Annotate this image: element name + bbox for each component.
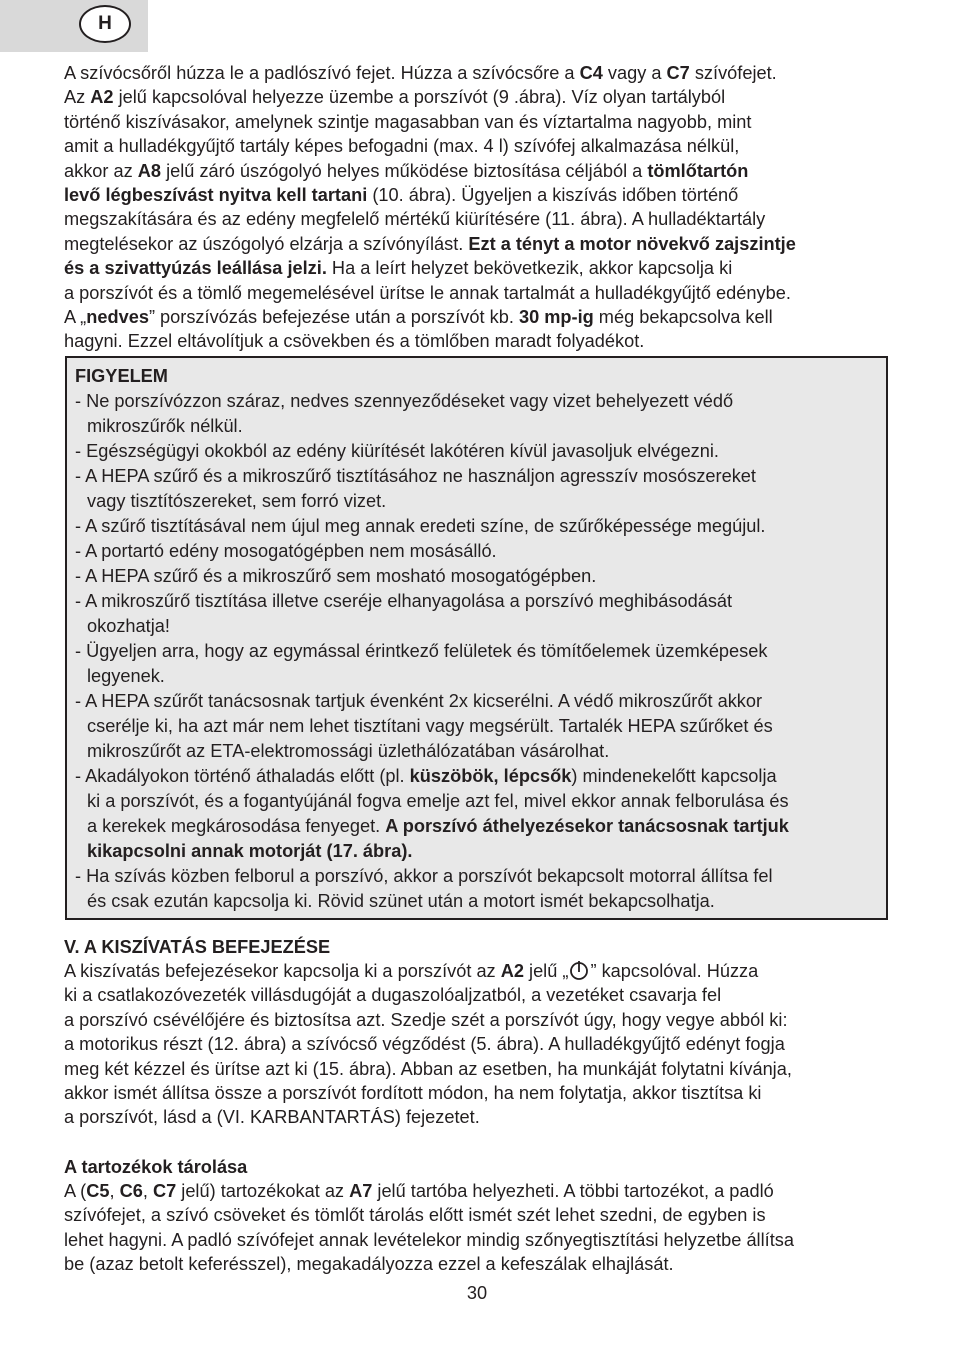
warning-item: - Egészségügyi okokból az edény kiürítését lakótéren kívül javasoljuk elvégezni. [75, 441, 719, 461]
storage-paragraph: A (C5, C6, C7 jelű) tartozékokat az A7 jelű tartóba helyezheti. A többi tartozékot, a padló szívófejet, a szívó csöveket és tömlőt tárolás előtt ismét szét lehet szedni, de egyben is lehet hagyni. A padló szívófejet annak levételekor mindig szőnyegtisztítási helyzetbe állítsa be (azaz betolt keferésszel), megakadályozza ezzel a kefeszálak elhajlását. [64, 1181, 794, 1275]
storage-heading: A tartozékok tárolása [64, 1157, 248, 1177]
warning-item: - A HEPA szűrő és a mikroszűrő tisztításához ne használjon agresszív mosószereket [75, 466, 756, 486]
warning-item: - A HEPA szűrő és a mikroszűrő sem mosható mosogatógépben. [75, 566, 597, 586]
warning-item: - Ügyeljen arra, hogy az egymással érintkező felületek és tömítőelemek üzemképesek [75, 641, 768, 661]
power-switch-icon [569, 960, 589, 980]
warning-item: - Ne porszívózzon száraz, nedves szennyeződéseket vagy vizet behelyezett védő [75, 391, 734, 411]
language-tab [0, 0, 148, 52]
warning-item: - Ha szívás közben felborul a porszívó, akkor a porszívót bekapcsolt motorral állítsa fel [75, 866, 773, 886]
warning-item: - A HEPA szűrőt tanácsosnak tartjuk évenként 2x kicserélni. A védő mikroszűrőt akkor [75, 691, 763, 711]
warning-item: - A szűrő tisztításával nem újul meg annak eredeti színe, de szűrőképessége megújul. [75, 516, 766, 536]
warning-item: - A portartó edény mosogatógépben nem mosásálló. [75, 541, 497, 561]
language-badge: H [79, 5, 131, 43]
section-heading: V. A KISZÍVATÁS BEFEJEZÉSE [64, 937, 331, 957]
warning-box [65, 356, 888, 920]
warning-item: - Akadályokon történő áthaladás előtt (pl. küszöbök, lépcsők) mindenekelőtt kapcsolja [75, 766, 777, 786]
section-paragraph: A kiszívatás befejezésekor kapcsolja ki a porszívót az A2 jelű „ ” kapcsolóval. Húzza ki a csatlakozóvezeték villásdugóját a dugaszolóaljzatból, a vezetéket csavarja fel a porszívó csévélőjére és biztosítsa azt. Szedje szét a porszívót úgy, hogy vegye abból ki: a motorikus részt (12. ábra) a szívócső végződést (5. ábra). A hulladékgyűjtő edényt fogja meg két kézzel és ürítse azt ki (15. ábra). Abban az esetben, ha munkáját folytatni kívánja, akkor ismét állítsa össze a porszívót fordított módon, ha nem folytatja, akkor tisztítsa ki a porszívót, lásd a (VI. KARBANTARTÁS) fejezetet. [64, 961, 792, 1128]
page-number: 30 [466, 1283, 488, 1303]
intro-paragraph: A szívócsőről húzza le a padlószívó fejet. Húzza a szívócsőre a C4 vagy a C7 szívófejet. Az A2 jelű kapcsolóval helyezze üzembe a porszívót (9 .ábra). Víz olyan tartályból történő kiszívásakor, amelynek szintje magasabban van és víztartalma nagyobb, mint amit a hulladékgyűjtő tartály képes befogadni (max. 4 l) szívófej alkalmazása nélkül, akkor az A8 jelű záró úszógolyó helyes működése biztosítása céljából a tömlőtartón levő légbeszívást nyitva kell tartani (10. ábra). Ügyeljen a kiszívás időben történő megszakítására és az edény megfelelő mértékű kiürítésére (11. ábra). A hulladéktartály megtelésekor az úszógolyó elzárja a szívónyílást. Ezt a tényt a motor növekvő zajszintje és a szivattyúzás leállása jelzi. Ha a leírt helyzet bekövetkezik, akkor kapcsolja ki a porszívót és a tömlő megemelésével ürítse le annak tartalmát a hulladékgyűjtő edénybe. A „nedves” porszívózás befejezése után a porszívót kb. 30 mp-ig még bekapcsolva kell hagyni. Ezzel eltávolítjuk a csövekben és a tömlőben maradt folyadékot. [64, 63, 796, 352]
warning-list: FIGYELEM - Ne porszívózzon száraz, nedves szennyeződéseket vagy vizet behelyezett védő mikroszűrők nélkül. - Egészségügyi okokból az edény kiürítését lakótéren kívül javasoljuk elvégezni. - A HEPA szűrő és a mikroszűrő tisztításához ne használjon agresszív mosószereket vagy tisztítószereket, sem forró vizet. - A szűrő tisztításával nem újul meg annak eredeti színe, de szűrőképessége megújul. - A portartó edény mosogatógépben nem mosásálló. - A HEPA szűrő és a mikroszűrő sem mosható mosogatógépben. - A mikroszűrő tisztítása illetve cseréje elhanyagolása a porszívó meghibásodását okozhatja! - Ügyeljen arra, hogy az egymással érintkező felületek és tömítőelemek üzemképesek legyenek. - A HEPA szűrőt tanácsosnak tartjuk évenként 2x kicserélni. A védő mikroszűrőt akkor cserélje ki, ha azt már nem lehet tisztítani vagy megsérült. Tartalék HEPA szűrőket és mikroszűrőt az ETA-elektromossági üzlethálózatában vásárolhat. - Akadályokon történő áthaladás előtt (pl. küszöbök, lépcsők) mindenekelőtt kapcsolja ki a porszívót, és a fogantyújánál fogva emelje azt fel, mivel ekkor annak felborulása és a kerekek megkárosodása fenyeget. A porszívó áthelyezésekor tanácsosnak tartjuk kikapcsolni annak motorját (17. ábra). - Ha szívás közben felborul a porszívó, akkor a porszívót bekapcsolt motorral állítsa fel és csak ezután kapcsolja ki. Rövid szünet után a motort ismét bekapcsolhatja. [75, 364, 885, 914]
warning-item: - A mikroszűrő tisztítása illetve cseréje elhanyagolása a porszívó meghibásodását [75, 591, 733, 611]
warning-title: FIGYELEM [75, 366, 168, 386]
